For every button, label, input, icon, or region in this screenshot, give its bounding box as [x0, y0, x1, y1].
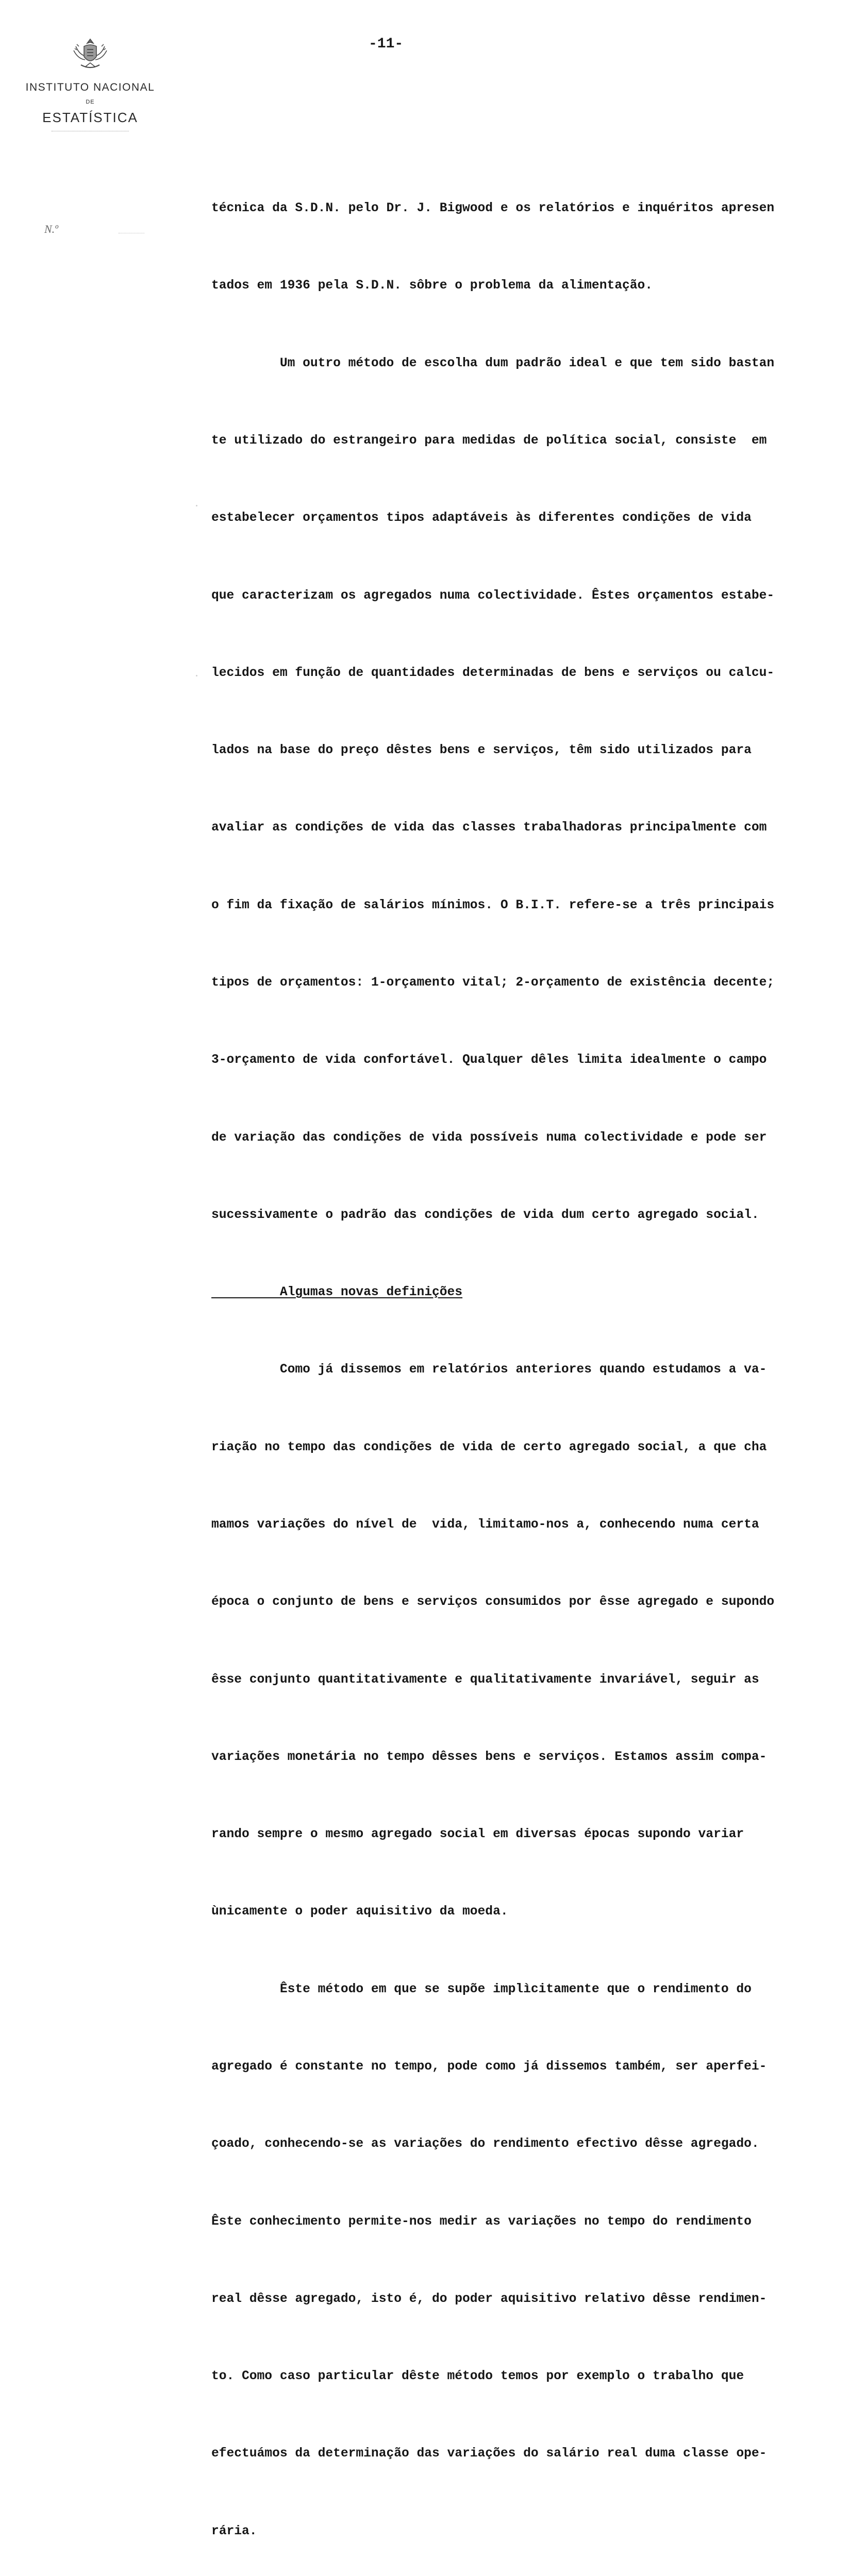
institution-name-line3: ESTATÍSTICA: [42, 110, 138, 125]
text-line: Como já dissemos em relatórios anteriores quando estudamos a va-: [211, 1363, 767, 1377]
margin-mark: [196, 505, 197, 506]
text-line: lecidos em função de quantidades determinadas de bens e serviços ou calcu-: [211, 666, 775, 680]
margin-mark: [196, 675, 197, 676]
text-line: rária.: [211, 2524, 257, 2538]
text-line: avaliar as condições de vida das classes trabalhadoras principalmente com: [211, 821, 767, 835]
institution-name-line1: INSTITUTO NACIONAL: [25, 81, 155, 93]
text-line: êsse conjunto quantitativamente e qualitativamente invariável, seguir as: [211, 1672, 759, 1687]
text-line: riação no tempo das condições de vida de certo agregado social, a que cha: [211, 1440, 767, 1454]
text-line: de variação das condições de vida possíveis numa colectividade e pode ser: [211, 1130, 767, 1145]
text-line: ùnicamente o poder aquisitivo da moeda.: [211, 1905, 508, 1919]
text-line: rando sempre o mesmo agregado social em diversas épocas supondo variar: [211, 1827, 744, 1842]
document-body: [211, 144, 840, 2576]
text-line: sucessivamente o padrão das condições de vida dum certo agregado social.: [211, 1208, 759, 1222]
text-line: çoado, conhecendo-se as variações do rendimento efectivo dêsse agregado.: [211, 2137, 759, 2151]
text-line: Êste conhecimento permite-nos medir as variações no tempo do rendimento: [211, 2214, 752, 2229]
coat-of-arms-emblem-icon: [70, 36, 111, 73]
text-line: variações monetária no tempo dêsses bens e serviços. Estamos assim compa-: [211, 1750, 767, 1764]
text-line: to. Como caso particular dêste método temos por exemplo o trabalho que: [211, 2369, 744, 2384]
text-line: tipos de orçamentos: 1-orçamento vital; 2-orçamento de existência decente;: [211, 976, 775, 990]
text-line: tados em 1936 pela S.D.N. sôbre o problema da alimentação.: [211, 279, 653, 293]
text-line: real dêsse agregado, isto é, do poder aquisitivo relativo dêsse rendimen-: [211, 2292, 767, 2306]
text-line: 3-orçamento de vida confortável. Qualquer dêles limita idealmente o campo: [211, 1053, 767, 1067]
text-line: o fim da fixação de salários mínimos. O B.I.T. refere-se a três principais: [211, 898, 775, 912]
text-line: que caracterizam os agregados numa colectividade. Êstes orçamentos estabe-: [211, 588, 775, 603]
section-heading: Algumas novas definições: [211, 1285, 463, 1300]
text-line: te utilizado do estrangeiro para medidas de política social, consiste em: [211, 434, 767, 448]
text-line: mamos variações do nível de vida, limitamo-nos a, conhecendo numa certa: [211, 1517, 759, 1532]
text-line: Êste método em que se supõe implìcitamente que o rendimento do: [211, 1982, 752, 1996]
text-line: estabelecer orçamentos tipos adaptáveis às diferentes condições de vida: [211, 511, 752, 526]
text-line: agregado é constante no tempo, pode como já dissemos também, ser aperfei-: [211, 2059, 767, 2074]
text-line: Um outro método de escolha dum padrão ideal e que tem sido bastan: [211, 356, 775, 370]
institution-name-line2: DE: [86, 99, 95, 105]
text-line: lados na base do preço dêstes bens e serviços, têm sido utilizados para: [211, 743, 752, 758]
text-line: efectuámos da determinação das variações do salário real duma classe ope-: [211, 2447, 767, 2461]
letterhead: [15, 36, 165, 131]
page-number: -11-: [369, 36, 404, 52]
text-line: técnica da S.D.N. pelo Dr. J. Bigwood e os relatórios e inquéritos apresen: [211, 201, 775, 216]
reference-number-label: N.º: [44, 223, 58, 235]
text-line: época o conjunto de bens e serviços consumidos por êsse agregado e supondo: [211, 1595, 775, 1609]
